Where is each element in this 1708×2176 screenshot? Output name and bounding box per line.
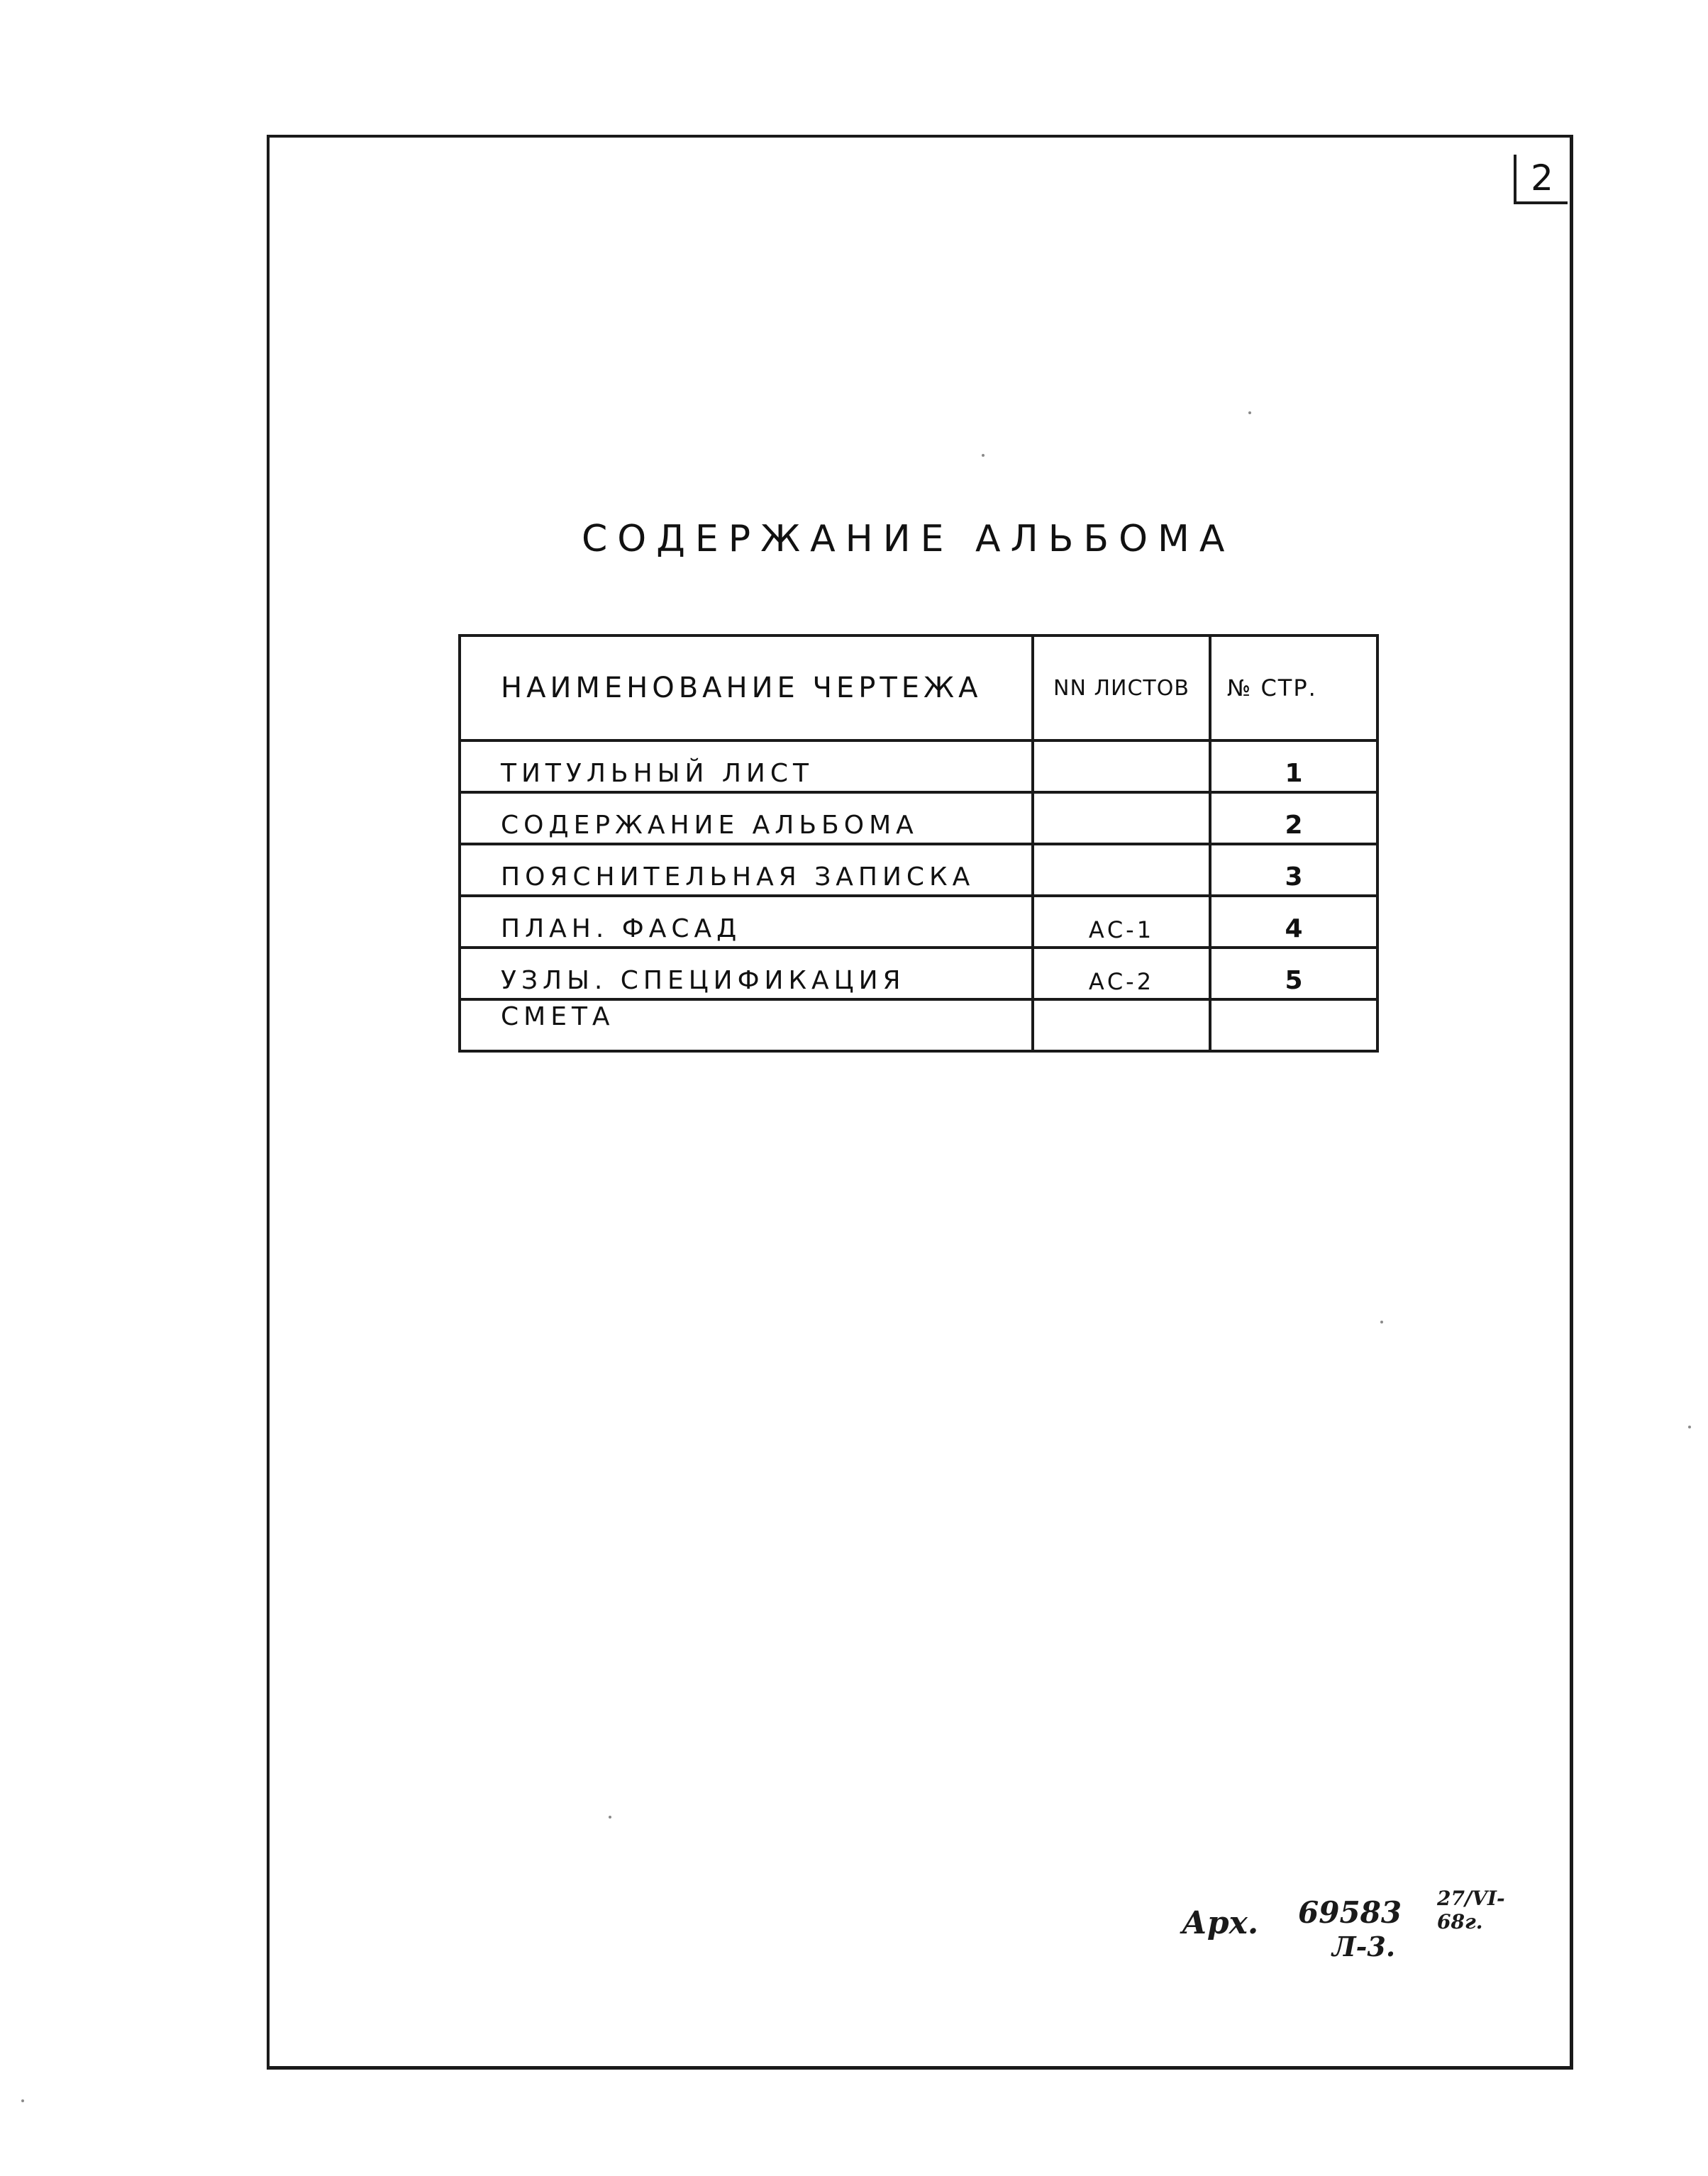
table-row <box>460 896 1377 948</box>
scan-speck <box>1380 1321 1383 1323</box>
table-row <box>460 948 1377 999</box>
row-sheet-number <box>1033 740 1210 792</box>
row-drawing-name: ПОЯСНИТЕЛЬНАЯ ЗАПИСКА <box>460 844 1033 896</box>
table-header-row <box>460 635 1377 740</box>
row-page-number: 4 <box>1210 896 1377 948</box>
row-drawing-name: УЗЛЫ. СПЕЦИФИКАЦИЯ <box>460 948 1033 999</box>
row-sheet-number <box>1033 844 1210 896</box>
row-page-number: 3 <box>1210 844 1377 896</box>
row-sheet-number: АС-1 <box>1033 896 1210 948</box>
row-page-number: 2 <box>1210 792 1377 844</box>
archive-number: 69583 <box>1298 1895 1402 1930</box>
scan-speck <box>1248 411 1251 414</box>
row-drawing-name: ТИТУЛЬНЫЙ ЛИСТ <box>460 740 1033 792</box>
contents-table <box>458 634 1379 1053</box>
scan-speck <box>982 454 985 457</box>
archive-prefix: Арх. <box>1182 1905 1259 1941</box>
archive-stamp-note <box>1182 1887 1551 1972</box>
row-page-number: 5 <box>1210 948 1377 999</box>
header-sheet-numbers: NN ЛИСТОВ <box>1033 635 1210 740</box>
archive-date: 27/VI-68г. <box>1437 1887 1505 1933</box>
page-title: СОДЕРЖАНИЕ АЛЬБОМА <box>582 518 1235 560</box>
row-drawing-name: ПЛАН. ФАСАД <box>460 896 1033 948</box>
row-page-number: 1 <box>1210 740 1377 792</box>
table-row <box>460 740 1377 792</box>
drawing-frame <box>267 135 1573 2070</box>
row-sheet-number <box>1033 792 1210 844</box>
row-sheet-number: АС-2 <box>1033 948 1210 999</box>
page-number: 2 <box>1531 157 1553 199</box>
header-page-number: № СТР. <box>1210 635 1377 740</box>
table-row <box>460 844 1377 896</box>
page-number-box <box>1514 155 1568 204</box>
row-page-number <box>1210 999 1377 1051</box>
header-drawing-name: НАИМЕНОВАНИЕ ЧЕРТЕЖА <box>460 635 1033 740</box>
row-drawing-name: СОДЕРЖАНИЕ АЛЬБОМА <box>460 792 1033 844</box>
table-row <box>460 999 1377 1051</box>
scan-speck <box>21 2099 24 2102</box>
scan-speck <box>1688 1426 1691 1428</box>
row-sheet-number <box>1033 999 1210 1051</box>
table-row <box>460 792 1377 844</box>
scan-speck <box>609 1816 611 1819</box>
row-drawing-name: СМЕТА <box>460 999 1033 1051</box>
archive-sheet-ref: Л-3. <box>1332 1931 1396 1963</box>
